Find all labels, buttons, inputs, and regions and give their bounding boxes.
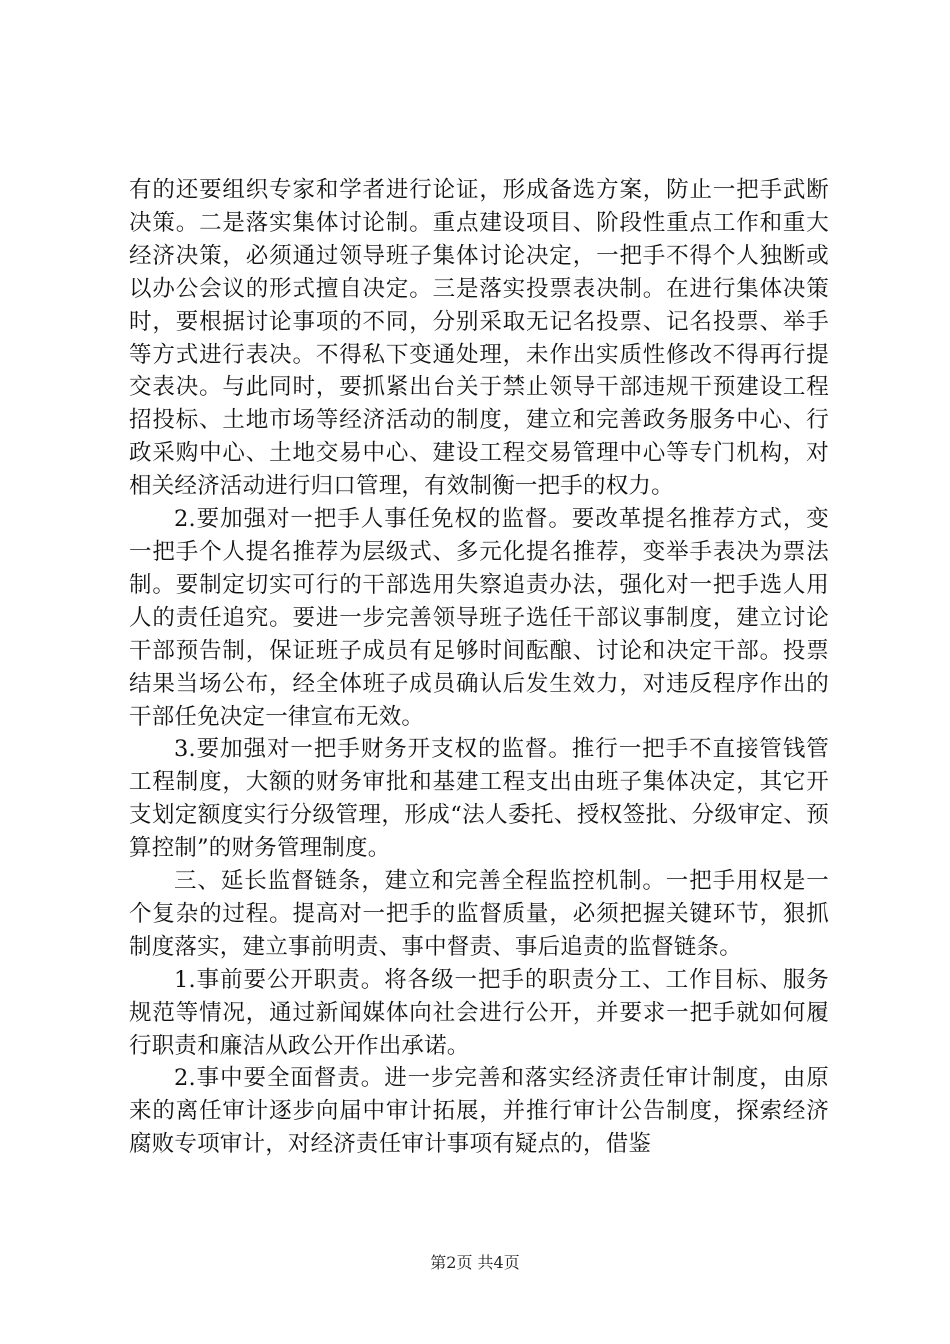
paragraph-1: 有的还要组织专家和学者进行论证，形成备选方案，防止一把手武断决策。二是落实集体讨论制。重点建设项目、阶段性重点工作和重大经济决策，必须通过领导班子集体讨论决定，一把手不得个人独断或以办公会议的形式擅自决定。三是落实投票表决制。在进行集体决策时，要根据讨论事项的不同，分别采取无记名投票、记名投票、举手等方式进行表决。不得私下变通处理，未作出实质性修改不得再行提交表决。与此同时，要抓紧出台关于禁止领导干部违规干预建设工程招投标、土地市场等经济活动的制度，建立和完善政务服务中心、行政采购中心、土地交易中心、建设工程交易管理中心等专门机构，对相关经济活动进行归口管理，有效制衡一把手的权力。 [129,177,829,500]
paragraph-6: 2.事中要全面督责。进一步完善和落实经济责任审计制度，由原来的离任审计逐步向届中审计拓展，并推行审计公告制度，探索经济腐败专项审计，对经济责任审计事项有疑点的，借鉴 [129,1065,829,1158]
page-footer: 第2页 共4页 [430,1253,520,1272]
paragraph-2: 2.要加强对一把手人事任免权的监督。要改革提名推荐方式，变一把手个人提名推荐为层级式、多元化提名推荐，变举手表决为票法制。要制定切实可行的干部选用失察追责办法，强化对一把手选人用人的责任追究。要进一步完善领导班子选任干部议事制度，建立讨论干部预告制，保证班子成员有足够时间酝酿、讨论和决定干部。投票结果当场公布，经全体班子成员确认后发生效力，对违反程序作出的干部任免决定一律宣布无效。 [129,506,829,730]
document-body [129,174,829,1161]
paragraph-3: 3.要加强对一把手财务开支权的监督。推行一把手不直接管钱管工程制度，大额的财务审批和基建工程支出由班子集体决定，其它开支划定额度实行分级管理，形成“法人委托、授权签批、分级审定、预算控制”的财务管理制度。 [129,736,829,862]
paragraph-4: 三、延长监督链条，建立和完善全程监控机制。一把手用权是一个复杂的过程。提高对一把手的监督质量，必须把握关键环节，狠抓制度落实，建立事前明责、事中督责、事后追责的监督链条。 [129,868,829,960]
paragraph-5: 1.事前要公开职责。将各级一把手的职责分工、工作目标、服务规范等情况，通过新闻媒体向社会进行公开，并要求一把手就如何履行职责和廉洁从政公开作出承诺。 [129,966,829,1059]
